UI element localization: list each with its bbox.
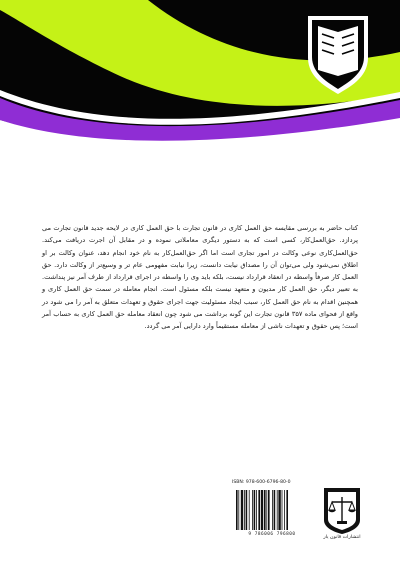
- barcode-bar: [272, 490, 273, 530]
- scales-of-justice-icon: [324, 488, 360, 534]
- barcode-bar: [238, 490, 239, 530]
- barcode: [232, 488, 312, 534]
- barcode-bar: [249, 490, 250, 530]
- barcode-bar: [264, 490, 266, 530]
- barcode-bar: [286, 490, 288, 530]
- publisher-label: انتشارات قانون یار: [323, 535, 361, 540]
- barcode-bar: [284, 490, 285, 530]
- barcode-bar: [282, 490, 283, 530]
- barcode-bar: [277, 490, 278, 530]
- barcode-bar: [268, 490, 270, 530]
- barcode-bar: [254, 490, 256, 530]
- barcode-bar: [241, 490, 243, 530]
- barcode-bar: [236, 490, 238, 530]
- barcode-bar: [252, 490, 253, 530]
- barcode-bar: [246, 490, 248, 530]
- isbn-label: ISBN: 978-600-6796-80-0: [232, 480, 291, 485]
- barcode-bar: [274, 490, 276, 530]
- barcode-bar: [266, 490, 267, 530]
- barcode-bar: [278, 490, 280, 530]
- barcode-bar: [261, 490, 263, 530]
- barcode-bar: [258, 490, 260, 530]
- barcode-digits: 9 786006 796800: [248, 532, 296, 537]
- back-cover-description: کتاب حاضر به بررسی مقایسه حق العمل کاری در قانون تجارت با حق العمل کاری در لایحه جدید قانون تجارت می پردازد. حق‌العمل‌کار، کسی است که به دستور دیگری معاملاتی نموده و در مقابل آن اجرت دریافت می‌کند. حق‌العمل‌کاری نوعی وکالت در امور تجاری است اما اگر حق‌العمل‌کار به نام خود انجام دهد، عنوان وکالت بر او اطلاق نمی‌شود ولی می‌توان آن را مصداق نیابت دانست، زیرا نیابت مفهومی عام تر و وسیع‌تر از وکالت دارد. حق العمل کار صرفاً واسطه در انعقاد قرارداد نیست، بلکه باید وی را واسطه در اجرای قرارداد از طرف آمر نیز پنداشت. به تعبیر دیگر، حق العمل کار مدیون و متعهد نیست بلکه مسئول است. انجام معامله در سمت حق العمل کاری و همچنین اقدام به نام حق العمل کار، سبب ایجاد مسئولیت جهت اجرای حقوق و تعهدات متعلق به آمر را می شود در واقع از فحوای ماده ۳۵۷ قانون تجارت این گونه برداشت می شود چون انعقاد معامله حق العمل کاری به حساب آمر است؛ پس حقوق و تعهدات ناشی از معامله مستقیماً وارد دارایی آمر می گردد.: [42, 224, 358, 331]
- barcode-bar: [256, 490, 257, 530]
- barcode-bar: [244, 490, 245, 530]
